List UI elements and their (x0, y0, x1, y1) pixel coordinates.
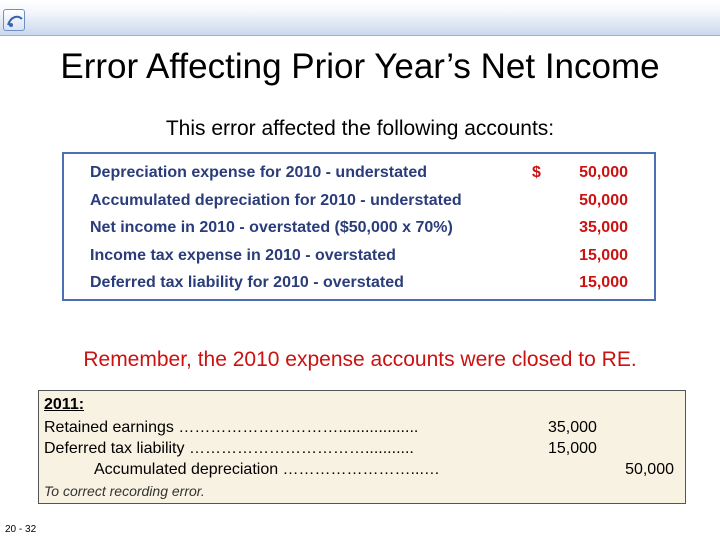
account-amount: 15,000 (579, 274, 628, 292)
account-amount: 15,000 (579, 246, 628, 264)
table-row (64, 187, 654, 215)
subtitle: This error affected the following accounts: (165, 117, 555, 140)
account-description: Accumulated depreciation for 2010 - understated (90, 191, 462, 209)
logo-icon (3, 9, 25, 31)
header-bar (0, 0, 720, 36)
journal-note: To correct recording error. (44, 483, 205, 499)
account-amount: 50,000 (579, 164, 628, 181)
journal-credit-accumulated-depreciation: 50,000 (625, 461, 674, 478)
currency-symbol: $ (532, 164, 541, 181)
page-number: 20 - 32 (5, 524, 37, 535)
remember-note: Remember, the 2010 expense accounts were closed to RE. (83, 348, 637, 371)
journal-debit-deferred-tax: 15,000 (548, 440, 597, 457)
account-description: Depreciation expense for 2010 - understated (90, 164, 427, 181)
account-description: Income tax expense in 2010 - overstated (90, 246, 396, 264)
journal-line-deferred-tax: Deferred tax liability ……………………………........... (44, 440, 414, 457)
slide-title: Error Affecting Prior Year’s Net Income (60, 47, 660, 86)
header-divider (0, 35, 720, 36)
account-description: Net income in 2010 - overstated ($50,000 x 70%) (90, 219, 453, 237)
journal-debit-retained-earnings: 35,000 (548, 419, 597, 436)
journal-entry-box (38, 390, 686, 504)
journal-line-accumulated-depreciation: Accumulated depreciation ……………………...… (94, 461, 440, 478)
table-row (64, 269, 654, 297)
table-row (64, 159, 654, 187)
journal-year: 2011: (44, 396, 85, 413)
account-description: Deferred tax liability for 2010 - overstated (90, 274, 404, 292)
account-amount: 35,000 (579, 219, 628, 237)
accounts-table (62, 152, 656, 301)
table-row (64, 242, 654, 270)
journal-line-retained-earnings: Retained earnings ………………………….................. (44, 419, 419, 436)
account-amount: 50,000 (579, 191, 628, 209)
table-row (64, 214, 654, 242)
